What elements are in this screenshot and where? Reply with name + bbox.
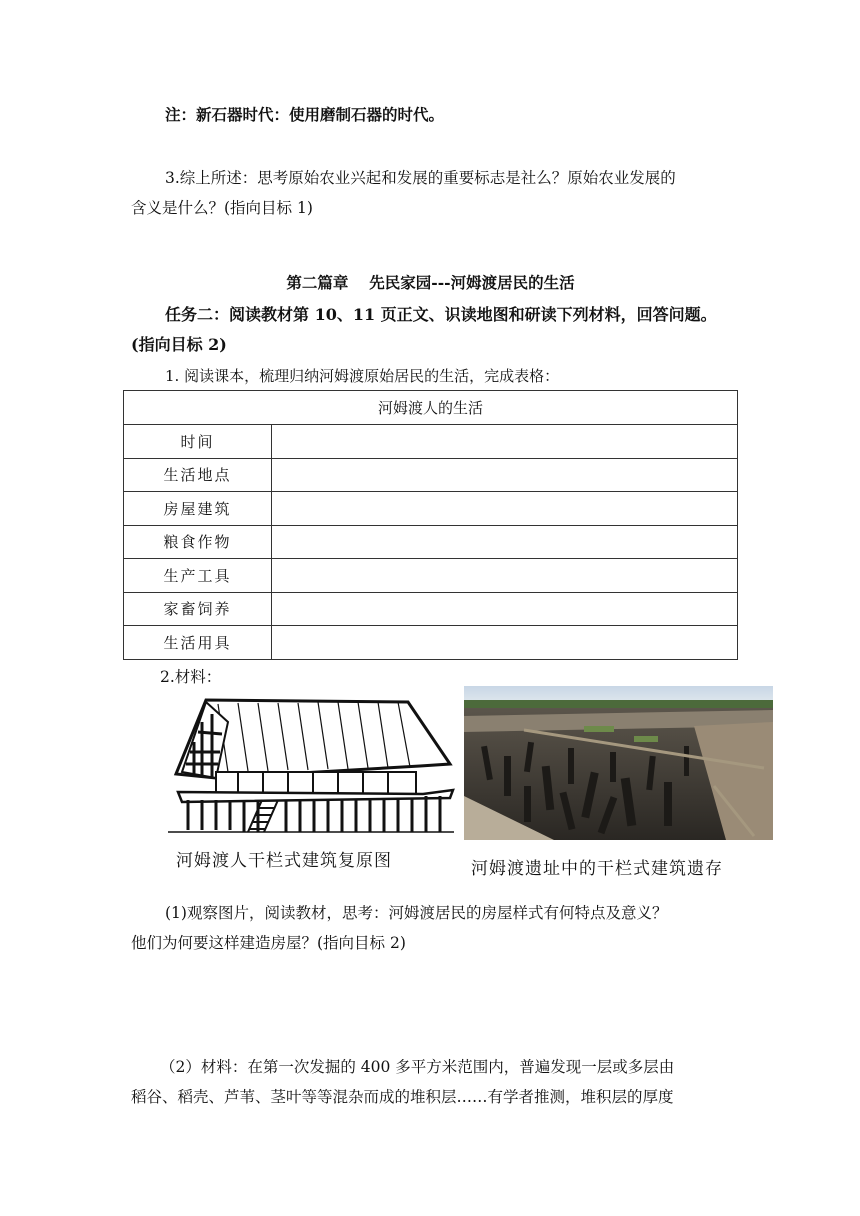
task-2-line2: (指向目标 2): [131, 335, 227, 354]
excavation-site-photo: [464, 686, 773, 840]
table-row: [124, 425, 738, 459]
answer-cell[interactable]: [272, 559, 738, 593]
row-label: 家畜饲养: [124, 592, 272, 626]
material-question-line1: （2）材料：在第一次发掘的 400 多平方米范围内，普遍发现一层或多层由: [160, 1058, 675, 1076]
answer-cell[interactable]: [272, 592, 738, 626]
table-row: [124, 458, 738, 492]
row-label: 粮食作物: [124, 525, 272, 559]
row-label: 生活地点: [124, 458, 272, 492]
item-1-instruction: 1. 阅读课本，梳理归纳河姆渡原始居民的生活，完成表格：: [165, 367, 560, 385]
row-label: 生活用具: [124, 626, 272, 660]
life-table: [123, 390, 738, 660]
observe-question-line1: (1)观察图片，阅读教材，思考：河姆渡居民的房屋样式有何特点及意义？: [165, 904, 668, 922]
chapter-title: 第二篇章 先民家园---河姆渡居民的生活: [286, 273, 575, 292]
stilt-house-sketch: [158, 692, 458, 840]
note-line: 注：新石器时代：使用磨制石器的时代。: [165, 105, 445, 124]
answer-cell[interactable]: [272, 525, 738, 559]
observe-question-line2: 他们为何要这样建造房屋？(指向目标 2): [131, 934, 406, 952]
answer-cell[interactable]: [272, 425, 738, 459]
table-row: [124, 626, 738, 660]
answer-cell[interactable]: [272, 492, 738, 526]
table-row: [124, 525, 738, 559]
figure-left-caption: 河姆渡人干栏式建筑复原图: [176, 851, 392, 871]
item-2-label: 2.材料：: [160, 668, 222, 686]
answer-cell[interactable]: [272, 626, 738, 660]
row-label: 时间: [124, 425, 272, 459]
row-label: 生产工具: [124, 559, 272, 593]
figure-right-caption: 河姆渡遗址中的干栏式建筑遗存: [471, 859, 723, 879]
answer-cell[interactable]: [272, 458, 738, 492]
table-header: 河姆渡人的生活: [124, 391, 738, 425]
question-3-line1: 3.综上所述：思考原始农业兴起和发展的重要标志是社么？原始农业发展的: [165, 169, 676, 187]
table-row: [124, 592, 738, 626]
question-3-line2: 含义是什么？(指向目标 1): [131, 199, 313, 217]
table-row: [124, 559, 738, 593]
task-2-line1: 任务二：阅读教材第 10、11 页正文、识读地图和研读下列材料，回答问题。: [165, 305, 717, 324]
table-row: [124, 492, 738, 526]
row-label: 房屋建筑: [124, 492, 272, 526]
material-question-line2: 稻谷、稻壳、芦苇、茎叶等等混杂而成的堆积层……有学者推测，堆积层的厚度: [131, 1088, 674, 1106]
